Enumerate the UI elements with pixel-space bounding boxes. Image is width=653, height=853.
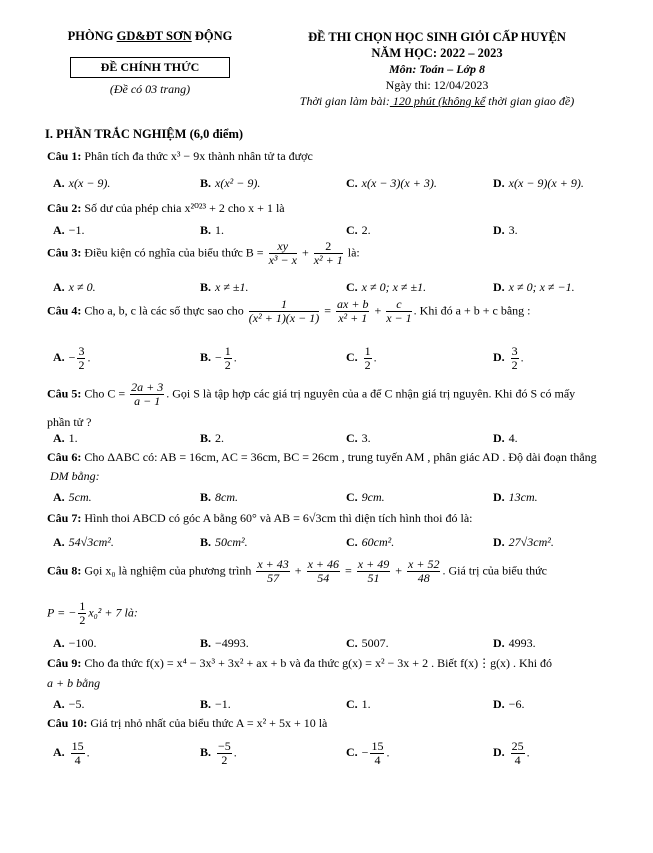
department-name: PHÒNG GD&ĐT SƠN ĐỘNG	[67, 29, 233, 43]
header-left	[45, 29, 255, 97]
fraction: $\frac{2}{\text{x² + 1}}$	[313, 239, 343, 267]
fraction: $\frac{3}{2}$	[511, 344, 518, 372]
question-5: Câu 5: Cho C = $\frac{2a + 3}{a - 1}$ . Gọi S là tập hợp các giá trị nguyên của a để C nhận giá trị nguyên. Khi đó S có mấy	[47, 380, 576, 408]
fraction: $\frac{15}{4}$	[371, 739, 384, 767]
fraction: $\frac{1}{2}$	[79, 599, 86, 627]
fraction: $\frac{25}{4}$	[511, 739, 524, 767]
question-8-continued: P = − $\frac{1}{2}$ x₀² + 7 là:	[47, 599, 138, 627]
fraction: $\frac{1}{\text{(x² + 1)(x − 1)}}$	[248, 297, 320, 325]
question-2-options: A. −1. B. 1. C. 2. D. 3.	[53, 223, 518, 237]
fraction: $\frac{1}{2}$	[224, 344, 231, 372]
fraction: $\frac{2a + 3}{a - 1}$	[131, 380, 164, 408]
question-5-options: A. 1. B. 2. C. 3. D. 4.	[53, 431, 518, 445]
question-4-options: A. − $\frac{3}{2}$ . B. − $\frac{1}{2}$ . C. $\frac{1}{2}$ . D. $\frac{3}{2}$ .	[53, 344, 524, 372]
question-6: Câu 6: Cho ΔABC có: AB = 16cm, AC = 36cm, BC = 26cm , trung tuyến AM , phân giác AD . Độ dài đoạn thẳng	[47, 450, 597, 464]
page-count-note: (Đề có 03 trang)	[109, 82, 191, 96]
question-8: Câu 8: Gọi x₀ là nghiệm của phương trình $\frac{x + 43}{57}$ + $\frac{x + 46}{54}$ = $\frac{x + 49}{51}$ + $\frac{x + 52}{48}$ . Giá trị của biểu thức	[47, 557, 547, 585]
question-9-options: A. −5. B. −1. C. 1. D. −6.	[53, 697, 525, 711]
fraction: $\frac{3}{2}$	[78, 344, 85, 372]
fraction: $\frac{x + 49}{51}$	[357, 557, 390, 585]
exam-title: ĐỀ THI CHỌN HỌC SINH GIỎI CẤP HUYỆN	[308, 30, 566, 44]
question-9-continued: a + b bằng	[47, 676, 101, 690]
question-3: Câu 3: Điều kiện có nghĩa của biểu thức B = $\frac{xy}{\text{x³ − x}}$ + $\frac{2}{\text{x² + 1}}$ là:	[47, 239, 360, 267]
exam-date: Ngày thi: 12/04/2023	[385, 78, 489, 92]
exam-duration: Thời gian làm bài: 120 phút (không kể thời gian giao đề)	[299, 94, 575, 108]
fraction: $\frac{ax + b}{\text{x² + 1}}$	[337, 297, 369, 325]
header-right	[272, 29, 602, 109]
question-8-options: A. −100. B. −4993. C. 5007. D. 4993.	[53, 636, 536, 650]
fraction: $\frac{-5}{2}$	[218, 739, 231, 767]
fraction: $\frac{x + 43}{57}$	[257, 557, 289, 585]
fraction: $\frac{15}{4}$	[71, 739, 84, 767]
question-7: Câu 7: Hình thoi ABCD có góc A bằng 60° và AB = 6√3cm thì diện tích hình thoi đó là:	[47, 511, 473, 525]
section-title: I. PHẦN TRẮC NGHIỆM (6,0 điểm)	[45, 127, 244, 141]
question-5-continued: phần tử ?	[47, 415, 92, 429]
fraction: $\frac{c}{x - 1}$	[386, 297, 412, 325]
fraction: $\frac{xy}{\text{x³ − x}}$	[268, 239, 297, 267]
question-6-options: A. 5cm. B. 8cm. C. 9cm. D. 13cm.	[53, 490, 538, 504]
question-10: Câu 10: Giá trị nhỏ nhất của biểu thức A = x² + 5x + 10 là	[47, 716, 328, 730]
question-4: Câu 4: Cho a, b, c là các số thực sao cho $\frac{1}{\text{(x² + 1)(x − 1)}}$ = $\frac{ax + b}{\text{x² + 1}}$ + $\frac{c}{x - 1}$ . Khi đó a + b + c bằng :	[47, 297, 531, 325]
fraction: $\frac{1}{2}$	[364, 344, 371, 372]
question-6-continued: DM bằng:	[50, 469, 100, 483]
fraction: $\frac{x + 52}{48}$	[408, 557, 440, 585]
subject: Môn: Toán – Lớp 8	[388, 62, 485, 76]
school-year: NĂM HỌC: 2022 – 2023	[371, 46, 503, 60]
question-7-options: A. 54√3cm². B. 50cm². C. 60cm². D. 27√3cm².	[53, 535, 554, 549]
question-10-options: A. $\frac{15}{4}$ . B. $\frac{-5}{2}$ . C. − $\frac{15}{4}$ . D. $\frac{25}{4}$ .	[53, 739, 530, 767]
official-stamp-box: ĐỀ CHÍNH THỨC	[70, 57, 230, 78]
question-3-options: A. x ≠ 0. B. x ≠ ±1. C. x ≠ 0; x ≠ ±1. D. x ≠ 0; x ≠ −1.	[53, 280, 575, 294]
question-1: Câu 1: Phân tích đa thức x³ − 9x thành nhân tử ta được	[47, 149, 313, 163]
question-1-options: A. x(x − 9). B. x(x² − 9). C. x(x − 3)(x + 3). D. x(x − 9)(x + 9).	[53, 176, 584, 190]
question-2: Câu 2: Số dư của phép chia x²⁰²³ + 2 cho x + 1 là	[47, 201, 285, 215]
fraction: $\frac{x + 46}{54}$	[307, 557, 340, 585]
question-9: Câu 9: Cho đa thức f(x) = x⁴ − 3x³ + 3x² + ax + b và đa thức g(x) = x² − 3x + 2 . Biết f(x)⋮g(x) . Khi đó	[47, 656, 553, 670]
